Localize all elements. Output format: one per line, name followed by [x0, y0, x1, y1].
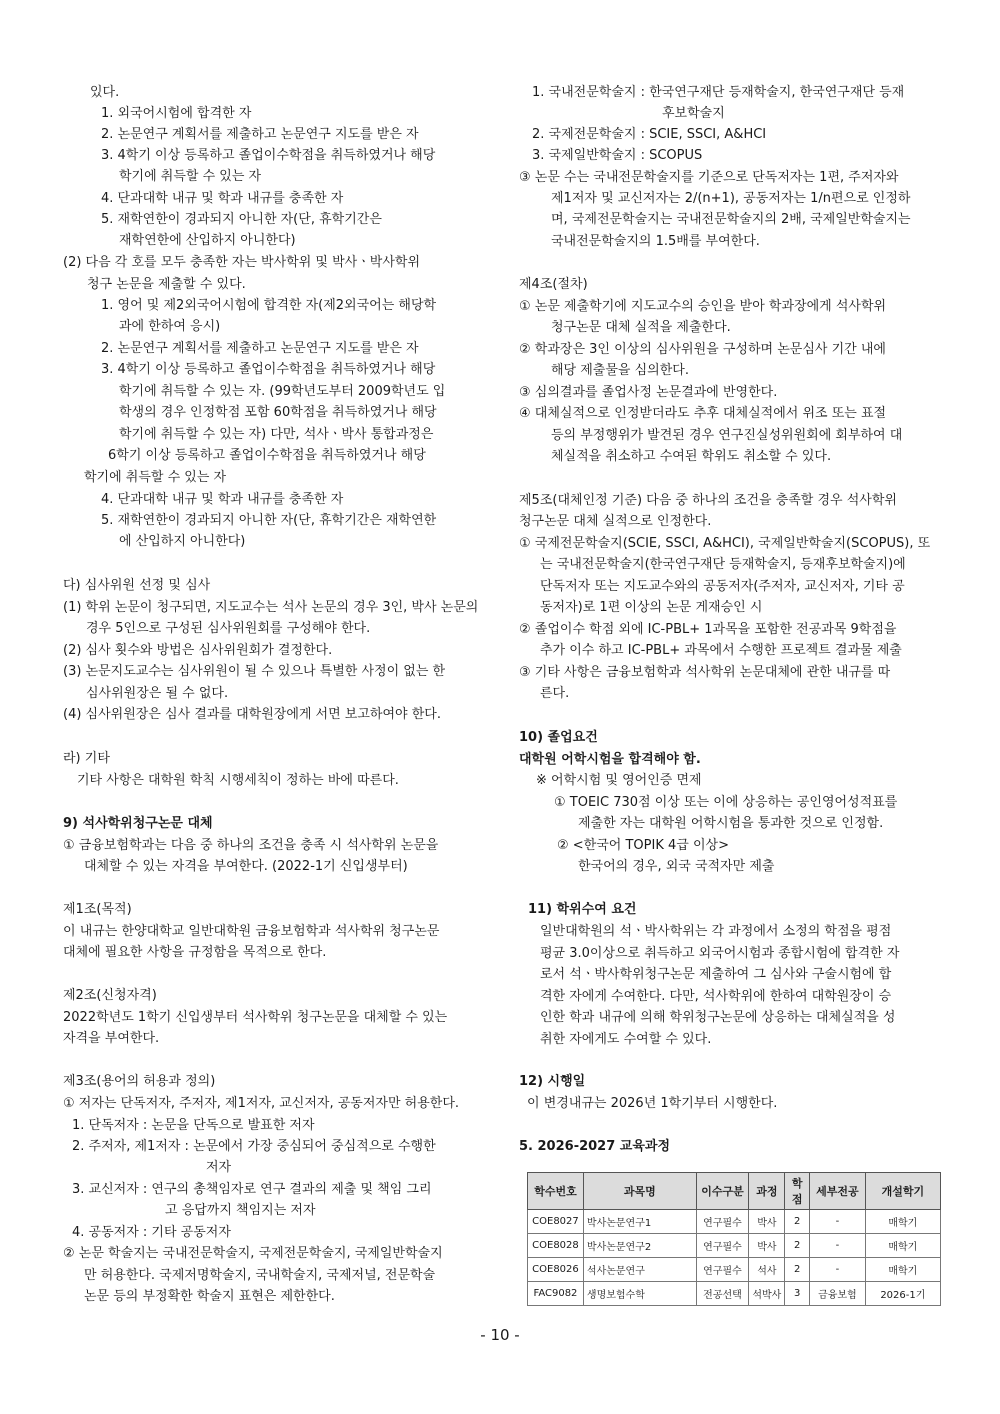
table-cell: 금융보험 [810, 1282, 866, 1306]
table-row [528, 1210, 941, 1234]
text-line: 한국어의 경우, 외국 국적자만 제출 [578, 859, 775, 874]
text-line: 취한 자에게도 수여할 수 있다. [540, 1032, 712, 1047]
text-line: 단독저자 또는 지도교수와의 공동저자(주저자, 교신저자, 기타 공 [540, 579, 905, 594]
text-line: ① 저자는 단독저자, 주저자, 제1저자, 교신저자, 공동저자만 허용한다. [63, 1096, 460, 1111]
text-line: 4. 공동저자 : 기타 공동저자 [72, 1225, 231, 1240]
table-row [528, 1258, 941, 1282]
text-line: 논문 등의 부정확한 학술지 표현은 제한한다. [84, 1289, 335, 1304]
text-line: 체실적을 취소하고 수여된 학위도 취소할 수 있다. [551, 449, 832, 464]
text-line: ① 금융보험학과는 다음 중 하나의 조건을 충족 시 석사학위 논문을 [63, 838, 439, 853]
table-cell: 생명보험수학 [583, 1282, 696, 1306]
table-cell: COE8027 [528, 1210, 584, 1234]
table-cell: COE8028 [528, 1234, 584, 1258]
text-line: 국내전문학술지의 1.5배를 부여한다. [551, 234, 760, 249]
text-line: 1. 단독저자 : 논문을 단독으로 발표한 저자 [72, 1118, 315, 1133]
table-cell: 3 [785, 1282, 810, 1306]
text-line: 는 국내전문학술지(한국연구재단 등재학술지, 등재후보학술지)에 [540, 557, 906, 572]
text-line: 10) 졸업요건 [519, 730, 598, 745]
table-cell: 연구필수 [696, 1210, 749, 1234]
text-line: 4. 단과대학 내규 및 학과 내규를 충족한 자 [101, 492, 344, 507]
text-line: 추가 이수 하고 IC-PBL+ 과목에서 수행한 프로젝트 결과물 제출 [540, 643, 902, 658]
text-line: 3. 4학기 이상 등록하고 졸업이수학점을 취득하였거나 해당 [101, 362, 436, 377]
table-header-row [528, 1173, 941, 1210]
text-line: 른다. [540, 686, 570, 701]
header-credits: 학점 [785, 1173, 810, 1210]
text-line: 이 내규는 한양대학교 일반대학원 금융보험학과 석사학위 청구논문 [63, 924, 440, 939]
text-line: 2. 주저자, 제1저자 : 논문에서 가장 중심되어 중심적으로 수행한 [72, 1139, 436, 1154]
text-line: 라) 기타 [63, 751, 110, 766]
text-line: 제1저자 및 교신저자는 2/(n+1), 공동저자는 1/n편으로 인정하 [551, 191, 911, 206]
text-line: 평균 3.0이상으로 취득하고 외국어시험과 종합시험에 합격한 자 [540, 946, 900, 961]
table-cell: 박사 [749, 1210, 785, 1234]
text-line: 대체할 수 있는 자격을 부여한다. (2022-1기 신입생부터) [84, 859, 408, 874]
header-course-name: 과목명 [583, 1173, 696, 1210]
text-line: ② 졸업이수 학점 외에 IC-PBL+ 1과목을 포함한 전공과목 9학점을 [519, 622, 897, 637]
table-cell: 매학기 [865, 1258, 940, 1282]
text-line: (2) 다음 각 호를 모두 충족한 자는 박사학위 및 박사ㆍ박사학위 [63, 255, 420, 270]
text-line: 로서 석ㆍ박사학위청구논문 제출하여 그 심사와 구술시험에 합 [540, 967, 892, 982]
text-line: 자격을 부여한다. [63, 1031, 160, 1046]
text-line: 해당 제출물을 심의한다. [551, 363, 689, 378]
text-line: ② 논문 학술지는 국내전문학술지, 국제전문학술지, 국제일반학술지 [63, 1246, 443, 1261]
text-line: 청구논문 대체 실적을 제출한다. [551, 320, 731, 335]
table-cell: - [810, 1234, 866, 1258]
text-line: 제출한 자는 대학원 어학시험을 통과한 것으로 인정함. [578, 816, 884, 831]
text-line: 대학원 어학시험을 합격해야 함. [519, 752, 701, 767]
table-cell: 연구필수 [696, 1258, 749, 1282]
text-line: 며, 국제전문학술지는 국내전문학술지의 2배, 국제일반학술지는 [551, 212, 911, 227]
table-cell: 박사 [749, 1234, 785, 1258]
text-line: 동저자)로 1편 이상의 논문 게재승인 시 [540, 600, 763, 615]
text-line: 6학기 이상 등록하고 졸업이수학점을 취득하였거나 해당 [108, 448, 426, 463]
table-cell: 연구필수 [696, 1234, 749, 1258]
table-cell: COE8026 [528, 1258, 584, 1282]
text-line: 고 응답까지 책임지는 저자 [165, 1203, 316, 1218]
text-line: 청구 논문을 제출할 수 있다. [87, 277, 246, 292]
text-line: 5. 재학연한이 경과되지 아니한 자(단, 휴학기간은 재학연한 [101, 513, 437, 528]
text-line: 제4조(절차) [519, 277, 588, 292]
table-cell: - [810, 1258, 866, 1282]
text-line: 11) 학위수여 요건 [528, 902, 637, 917]
text-line: 5. 2026-2027 교육과정 [519, 1139, 671, 1154]
text-line: 3. 4학기 이상 등록하고 졸업이수학점을 취득하였거나 해당 [101, 148, 436, 163]
text-line: 1. 외국어시험에 합격한 자 [101, 106, 252, 121]
text-line: ② 학과장은 3인 이상의 심사위원을 구성하며 논문심사 기간 내에 [519, 342, 886, 357]
text-line: 2. 국제전문학술지 : SCIE, SSCI, A&HCI [532, 127, 767, 142]
text-line: 인한 학과 내규에 의해 학위청구논문에 상응하는 대체실적을 성 [540, 1010, 896, 1025]
text-line: 3. 교신저자 : 연구의 총책임자로 연구 결과의 제출 및 책임 그리 [72, 1182, 432, 1197]
table-row [528, 1234, 941, 1258]
text-line: 재학연한에 산입하지 아니한다) [119, 233, 296, 248]
table-cell: 매학기 [865, 1234, 940, 1258]
text-line: 후보학술지 [662, 106, 725, 121]
header-category: 이수구분 [696, 1173, 749, 1210]
table-cell: 2 [785, 1234, 810, 1258]
text-line: 2. 논문연구 계획서를 제출하고 논문연구 지도를 받은 자 [101, 341, 419, 356]
table-cell: 2026-1기 [865, 1282, 940, 1306]
text-line: 1. 국내전문학술지 : 한국연구재단 등재학술지, 한국연구재단 등재 [532, 85, 905, 100]
text-line: 학생의 경우 인정학점 포함 60학점을 취득하였거나 해당 [119, 405, 437, 420]
table-cell: 석사논문연구 [583, 1258, 696, 1282]
text-line: 에 산입하지 아니한다) [119, 534, 246, 549]
table-cell: 2 [785, 1210, 810, 1234]
text-line: ③ 기타 사항은 금융보험학과 석사학위 논문대체에 관한 내규를 따 [519, 665, 891, 680]
text-line: 제2조(신청자격) [63, 988, 157, 1003]
text-line: 만 허용한다. 국제저명학술지, 국내학술지, 국제저널, 전문학술 [84, 1268, 436, 1283]
text-line: 2022학년도 1학기 신입생부터 석사학위 청구논문을 대체할 수 있는 [63, 1010, 448, 1025]
header-semester: 개설학기 [865, 1173, 940, 1210]
text-line: ④ 대체실적으로 인정받더라도 추후 대체실적에서 위조 또는 표절 [519, 406, 887, 421]
table-cell: - [810, 1210, 866, 1234]
text-line: 경우 5인으로 구성된 심사위원회를 구성해야 한다. [86, 621, 371, 636]
table-cell: FAC9082 [528, 1282, 584, 1306]
text-line: (2) 심사 횟수와 방법은 심사위원회가 결정한다. [63, 643, 333, 658]
text-line: ① TOEIC 730점 이상 또는 이에 상응하는 공인영어성적표를 [554, 795, 898, 810]
text-line: 9) 석사학위청구논문 대체 [63, 816, 213, 831]
curriculum-table [527, 1172, 941, 1306]
text-line: 제1조(목적) [63, 902, 132, 917]
text-line: (4) 심사위원장은 심사 결과를 대학원장에게 서면 보고하여야 한다. [63, 707, 441, 722]
text-line: 기타 사항은 대학원 학칙 시행세칙이 정하는 바에 따른다. [77, 773, 399, 788]
table-cell: 2 [785, 1258, 810, 1282]
table-cell: 전공선택 [696, 1282, 749, 1306]
text-line: (3) 논문지도교수는 심사위원이 될 수 있으나 특별한 사정이 없는 한 [63, 664, 446, 679]
text-line: 1. 영어 및 제2외국어시험에 합격한 자(제2외국어는 해당학 [101, 298, 437, 313]
header-program: 과정 [749, 1173, 785, 1210]
text-line: 12) 시행일 [519, 1074, 586, 1089]
text-line: ③ 논문 수는 국내전문학술지를 기준으로 단독저자는 1편, 주저자와 [519, 170, 899, 185]
header-course-code: 학수번호 [528, 1173, 584, 1210]
table-cell: 박사논문연구2 [583, 1234, 696, 1258]
text-line: 제3조(용어의 허용과 정의) [63, 1074, 216, 1089]
header-major: 세부전공 [810, 1173, 866, 1210]
table-cell: 석사 [749, 1258, 785, 1282]
text-line: ※ 어학시험 및 영어인증 면제 [536, 773, 702, 788]
text-line: ① 국제전문학술지(SCIE, SSCI, A&HCI), 국제일반학술지(SCOPUS), 또 [519, 536, 931, 551]
text-line: 있다. [90, 85, 120, 100]
text-line: (1) 학위 논문이 청구되면, 지도교수는 석사 논문의 경우 3인, 박사 논문의 [63, 600, 479, 615]
text-line: ③ 심의결과를 졸업사정 논문결과에 반영한다. [519, 385, 778, 400]
text-line: 다) 심사위원 선정 및 심사 [63, 578, 211, 593]
text-line: 학기에 취득할 수 있는 자) 다만, 석사ㆍ박사 통합과정은 [119, 427, 434, 442]
text-line: 청구논문 대체 실적으로 인정한다. [519, 514, 712, 529]
table-cell: 박사논문연구1 [583, 1210, 696, 1234]
table-cell: 매학기 [865, 1210, 940, 1234]
text-line: 격한 자에게 수여한다. 다만, 석사학위에 한하여 대학원장이 승 [540, 989, 892, 1004]
text-line: 등의 부정행위가 발견된 경우 연구진실성위원회에 회부하여 대 [551, 428, 903, 443]
table-row [528, 1282, 941, 1306]
text-line: 3. 국제일반학술지 : SCOPUS [532, 148, 703, 163]
text-line: 5. 재학연한이 경과되지 아니한 자(단, 휴학기간은 [101, 212, 382, 227]
text-line: 과에 한하여 응시) [119, 319, 221, 334]
table-cell: 석박사 [749, 1282, 785, 1306]
text-line: ② <한국어 TOPIK 4급 이상> [557, 838, 729, 853]
text-line: ① 논문 제출학기에 지도교수의 승인을 받아 학과장에게 석사학위 [519, 299, 887, 314]
text-line: 4. 단과대학 내규 및 학과 내규를 충족한 자 [101, 191, 344, 206]
text-line: 저자 [206, 1160, 232, 1175]
text-line: 이 변경내규는 2026년 1학기부터 시행한다. [527, 1096, 778, 1111]
text-line: 학기에 취득할 수 있는 자 [84, 470, 227, 485]
text-line: 제5조(대체인정 기준) 다음 중 하나의 조건을 충족할 경우 석사학위 [519, 493, 897, 508]
text-line: 대체에 필요한 사항을 규정함을 목적으로 한다. [63, 945, 327, 960]
text-line: 심사위원장은 될 수 없다. [86, 686, 229, 701]
text-line: 2. 논문연구 계획서를 제출하고 논문연구 지도를 받은 자 [101, 127, 419, 142]
text-line: 학기에 취득할 수 있는 자 [119, 169, 262, 184]
text-line: 일반대학원의 석ㆍ박사학위는 각 과정에서 소정의 학점을 평점 [540, 924, 892, 939]
page-number: - 10 - [480, 1326, 520, 1344]
text-line: 학기에 취득할 수 있는 자. (99학년도부터 2009학년도 입 [119, 384, 446, 399]
